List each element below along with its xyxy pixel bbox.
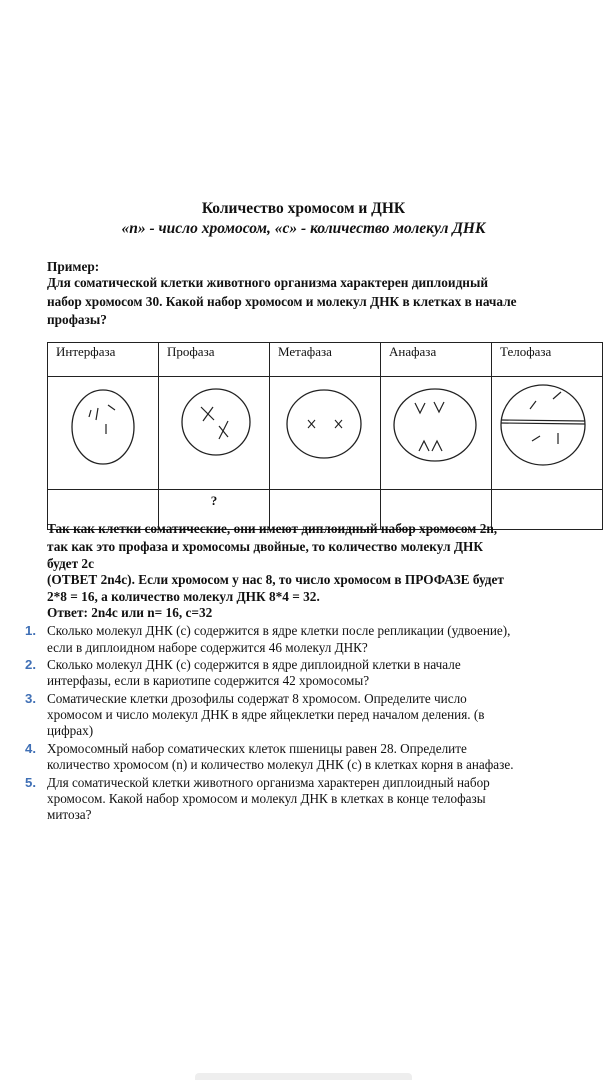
task-1-line-2: если в диплоидном наборе содержится 46 молекул ДНК?	[47, 640, 368, 655]
task-3-number: 3.	[25, 691, 36, 706]
task-1-number: 1.	[25, 623, 36, 638]
solution-line-5: 2*8 = 16, а количество молекул ДНК 8*4 = 32.	[47, 589, 320, 604]
task-3-line-3: цифрах)	[47, 723, 94, 738]
answer-prophase: ?	[159, 490, 270, 530]
telophase-cell-drawing	[492, 377, 602, 484]
solution-line-3: будет 2с	[47, 556, 94, 571]
task-1-line-1: Сколько молекул ДНК (с) содержится в ядре клетки после репликации (удвоение),	[47, 623, 511, 638]
example-heading: Пример:	[47, 259, 100, 274]
interphase-cell	[48, 377, 159, 490]
example-line-2: набор хромосом 30. Какой набор хромосом и молекул ДНК в клетках в начале	[47, 294, 517, 309]
task-2-line-1: Сколько молекул ДНК (с) содержится в ядре диплоидной клетки в начале	[47, 657, 461, 672]
task-3-line-2: хромосом и число молекул ДНК в ядре яйцеклетки перед началом деления. (в	[47, 707, 485, 722]
prophase-cell-drawing	[159, 377, 269, 484]
task-2-line-2: интерфазы, если в кариотипе содержится 42 хромосомы?	[47, 673, 370, 688]
home-indicator-bar	[195, 1073, 412, 1080]
header-metaphase: Метафаза	[270, 343, 381, 377]
interphase-cell-drawing	[48, 377, 158, 484]
phases-table	[47, 342, 603, 530]
header-interphase: Интерфаза	[48, 343, 159, 377]
header-telophase: Телофаза	[492, 343, 603, 377]
answer-telophase	[492, 490, 603, 530]
task-5-line-2: хромосом. Какой набор хромосом и молекул ДНК в клетках в конце телофазы	[47, 791, 486, 806]
task-4-line-2: количество хромосом (n) и количество молекул ДНК (с) в клетках корня в анафазе.	[47, 757, 514, 772]
anaphase-cell	[381, 377, 492, 490]
solution-line-4: (ОТВЕТ 2n4c). Если хромосом у нас 8, то число хромосом в ПРОФАЗЕ будет	[47, 572, 504, 587]
task-4-line-1: Хромосомный набор соматических клеток пшеницы равен 28. Определите	[47, 741, 467, 756]
page-title: Количество хромосом и ДНК	[201, 200, 406, 217]
task-2-number: 2.	[25, 657, 36, 672]
example-line-3: профазы?	[47, 312, 107, 327]
solution-line-2: так как это профаза и хромосомы двойные, то количество молекул ДНК	[47, 539, 483, 554]
solution-answer: Ответ: 2n4c или n= 16, c=32	[47, 605, 213, 620]
task-4-number: 4.	[25, 741, 36, 756]
example-line-1: Для соматической клетки животного организма характерен диплоидный	[47, 275, 488, 290]
metaphase-cell	[270, 377, 381, 490]
phases-drawing-row	[48, 377, 603, 490]
page-subtitle: «n» - число хромосом, «c» - количество молекул ДНК	[121, 220, 486, 237]
task-5-line-1: Для соматической клетки животного организма характерен диплоидный набор	[47, 775, 490, 790]
header-prophase: Профаза	[159, 343, 270, 377]
solution-line-1: Так как клетки соматические, они имеют диплоидный набор хромосом 2n,	[47, 521, 498, 536]
prophase-cell	[159, 377, 270, 490]
telophase-cell	[492, 377, 603, 490]
task-3-line-1: Соматические клетки дрозофилы содержат 8 хромосом. Определите число	[47, 691, 467, 706]
anaphase-cell-drawing	[381, 377, 491, 484]
metaphase-cell-drawing	[270, 377, 380, 484]
header-anaphase: Анафаза	[381, 343, 492, 377]
task-5-line-3: митоза?	[47, 807, 92, 822]
phases-header-row	[48, 343, 603, 377]
task-5-number: 5.	[25, 775, 36, 790]
